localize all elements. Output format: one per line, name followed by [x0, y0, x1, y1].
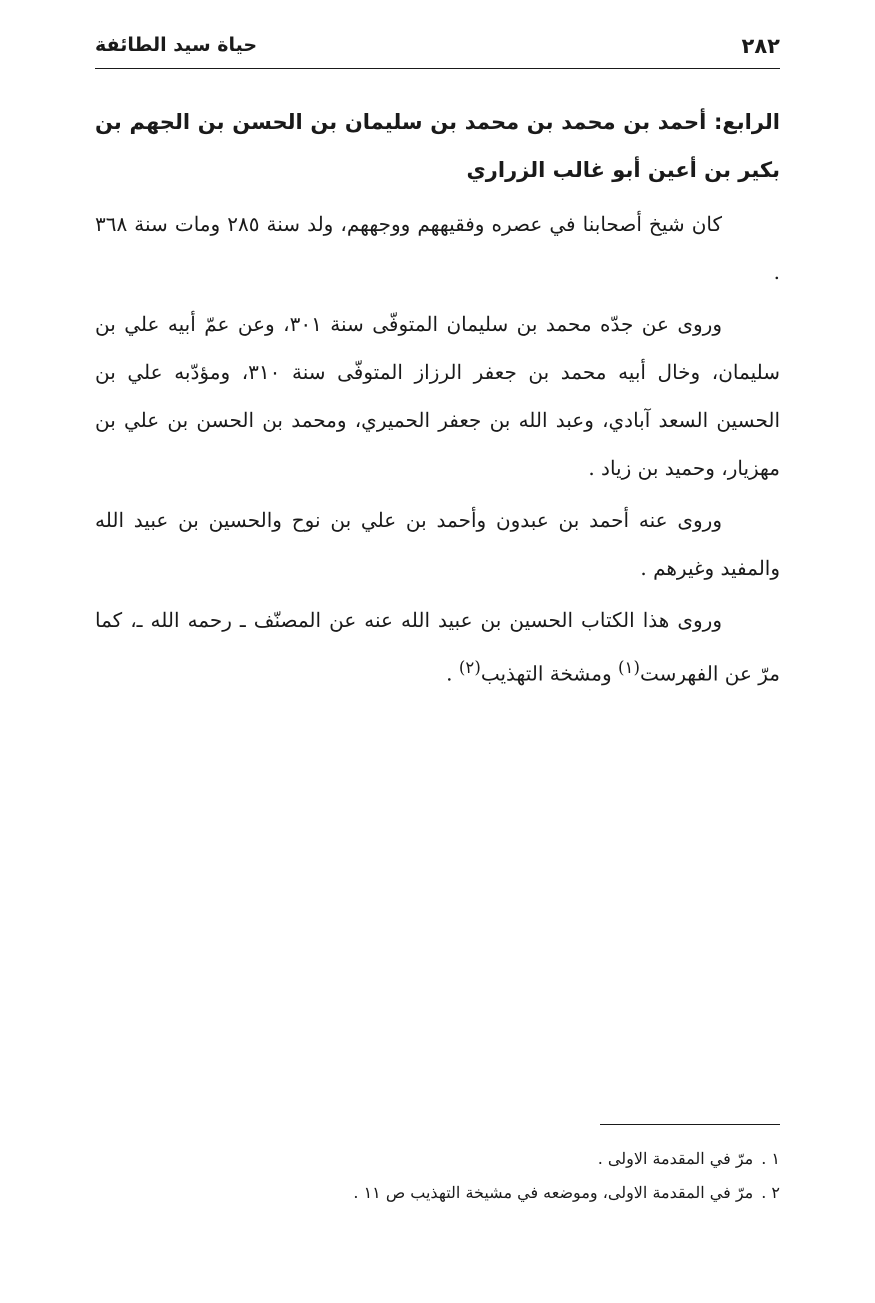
- transmission-text-middle: ومشخة التهذيب: [480, 661, 618, 686]
- footnote-text: مرّ في المقدمة الاولى .: [597, 1149, 754, 1168]
- transmission-text-end: .: [446, 661, 459, 686]
- paragraph-birth-death: كان شيخ أصحابنا في عصره وفقيههم ووجههم، ولد سنة ٢٨٥ ومات سنة ٣٦٨ .: [95, 212, 780, 284]
- main-text: [95, 98, 780, 702]
- page-header: [95, 30, 780, 69]
- footnote-divider: [600, 1124, 780, 1125]
- footnote-text: مرّ في المقدمة الاولى، وموضعه في مشيخة التهذيب ص ١١ .: [353, 1183, 754, 1202]
- footnote-ref-1[interactable]: (١): [618, 658, 640, 677]
- footnote-number: ١ .: [761, 1149, 780, 1168]
- running-title: حياة سيد الطائفة: [95, 34, 258, 56]
- footnote-number: ٢ .: [761, 1183, 780, 1202]
- footnote-ref-2[interactable]: (٢): [458, 658, 481, 677]
- footnote-2: [95, 1176, 780, 1210]
- footnote-1: [95, 1142, 780, 1176]
- page-number: ٢٨٢: [741, 34, 780, 58]
- paragraph-book-transmission: [95, 596, 780, 698]
- transmission-text: وروى هذا الكتاب الحسين بن عبيد الله عنه عن المصنّف ـ رحمه الله ـ، كما مرّ عن الفهرست: [95, 608, 780, 686]
- entry-heading: الرابع: أحمد بن محمد بن محمد بن سليمان بن الحسن بن الجهم بن بكير بن أعين أبو غالب الزراري: [95, 110, 780, 182]
- paragraph-narrated-from: وروى عن جدّه محمد بن سليمان المتوفّى سنة ٣٠١، وعن عمّ أبيه علي بن سليمان، وخال أبيه محمد بن جعفر الرزاز المتوفّى سنة ٣١٠، ومؤدّبه علي بن الحسين السعد آبادي، وعبد الله بن جعفر الحميري، ومحمد بن الحسن بن علي بن مهزيار، وحميد بن زياد .: [95, 312, 780, 480]
- footnotes: [95, 1142, 780, 1210]
- paragraph-narrated-by: وروى عنه أحمد بن عبدون وأحمد بن علي بن نوح والحسين بن عبيد الله والمفيد وغيرهم .: [95, 508, 780, 580]
